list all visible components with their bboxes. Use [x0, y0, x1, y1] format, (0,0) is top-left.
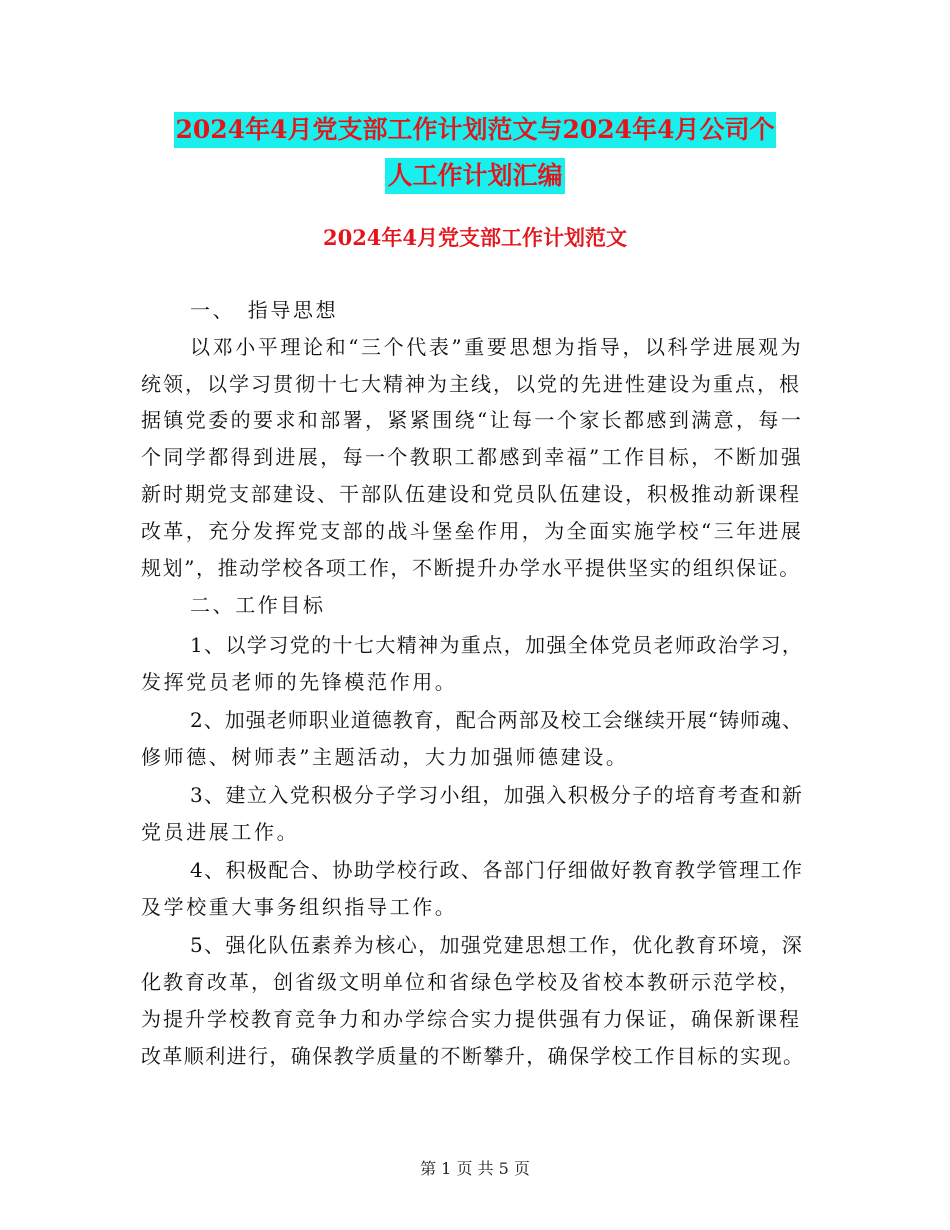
page-footer: 第 1 页 共 5 页: [420, 1159, 530, 1178]
paragraph-line: 规划”，推动学校各项工作，不断提升办学水平提供坚实的组织保证。: [141, 556, 801, 580]
paragraph-line: 2、加强老师职业道德教育，配合两部及校工会继续开展“铸师魂、: [190, 708, 803, 732]
paragraph-line: 统领，以学习贯彻十七大精神为主线，以党的先进性建设为重点，根: [141, 372, 801, 396]
paragraph-line: 发挥党员老师的先锋模范作用。: [141, 670, 458, 694]
paragraph-line: 及学校重大事务组织指导工作。: [141, 895, 458, 919]
paragraph-line: 4、积极配合、协助学校行政、各部门仔细做好教育教学管理工作: [190, 858, 804, 882]
paragraph-line: 为提升学校教育竞争力和办学综合实力提供强有力保证，确保新课程: [141, 1007, 801, 1031]
paragraph-line: 以邓小平理论和“三个代表”重要思想为指导，以科学进展观为: [190, 335, 804, 359]
paragraph-line: 化教育改革，创省级文明单位和省绿色学校及省校本教研示范学校，: [141, 970, 801, 994]
paragraph-line: 改革顺利进行，确保教学质量的不断攀升，确保学校工作目标的实现。: [141, 1044, 805, 1068]
title-line-1: 2024年4月党支部工作计划范文与2024年4月公司个: [174, 112, 777, 148]
title-line-2: 人工作计划汇编: [385, 158, 564, 194]
section-heading: 2024年4月党支部工作计划范文: [322, 225, 628, 250]
paragraph-line: 修师德、树师表”主题活动，大力加强师德建设。: [141, 745, 629, 769]
heading-work-goals: 二、工作目标: [190, 593, 326, 617]
paragraph-line: 据镇党委的要求和部署，紧紧围绕“让每一个家长都感到满意，每一: [141, 408, 804, 432]
heading-guiding-ideology: 一、 指导思想: [190, 298, 339, 322]
paragraph-line: 个同学都得到进展，每一个教职工都感到幸福”工作目标，不断加强: [141, 445, 804, 469]
paragraph-line: 改革，充分发挥党支部的战斗堡垒作用，为全面实施学校“三年进展: [141, 519, 804, 543]
paragraph-line: 3、建立入党积极分子学习小组，加强入积极分子的培育考查和新: [190, 783, 804, 807]
paragraph-line: 党员进展工作。: [141, 820, 300, 844]
paragraph-line: 1、以学习党的十七大精神为重点，加强全体党员老师政治学习，: [190, 633, 804, 657]
paragraph-line: 5、强化队伍素养为核心，加强党建思想工作，优化教育环境，深: [190, 933, 804, 957]
document-title: [0, 112, 950, 204]
paragraph-line: 新时期党支部建设、干部队伍建设和党员队伍建设，积极推动新课程: [141, 482, 801, 506]
